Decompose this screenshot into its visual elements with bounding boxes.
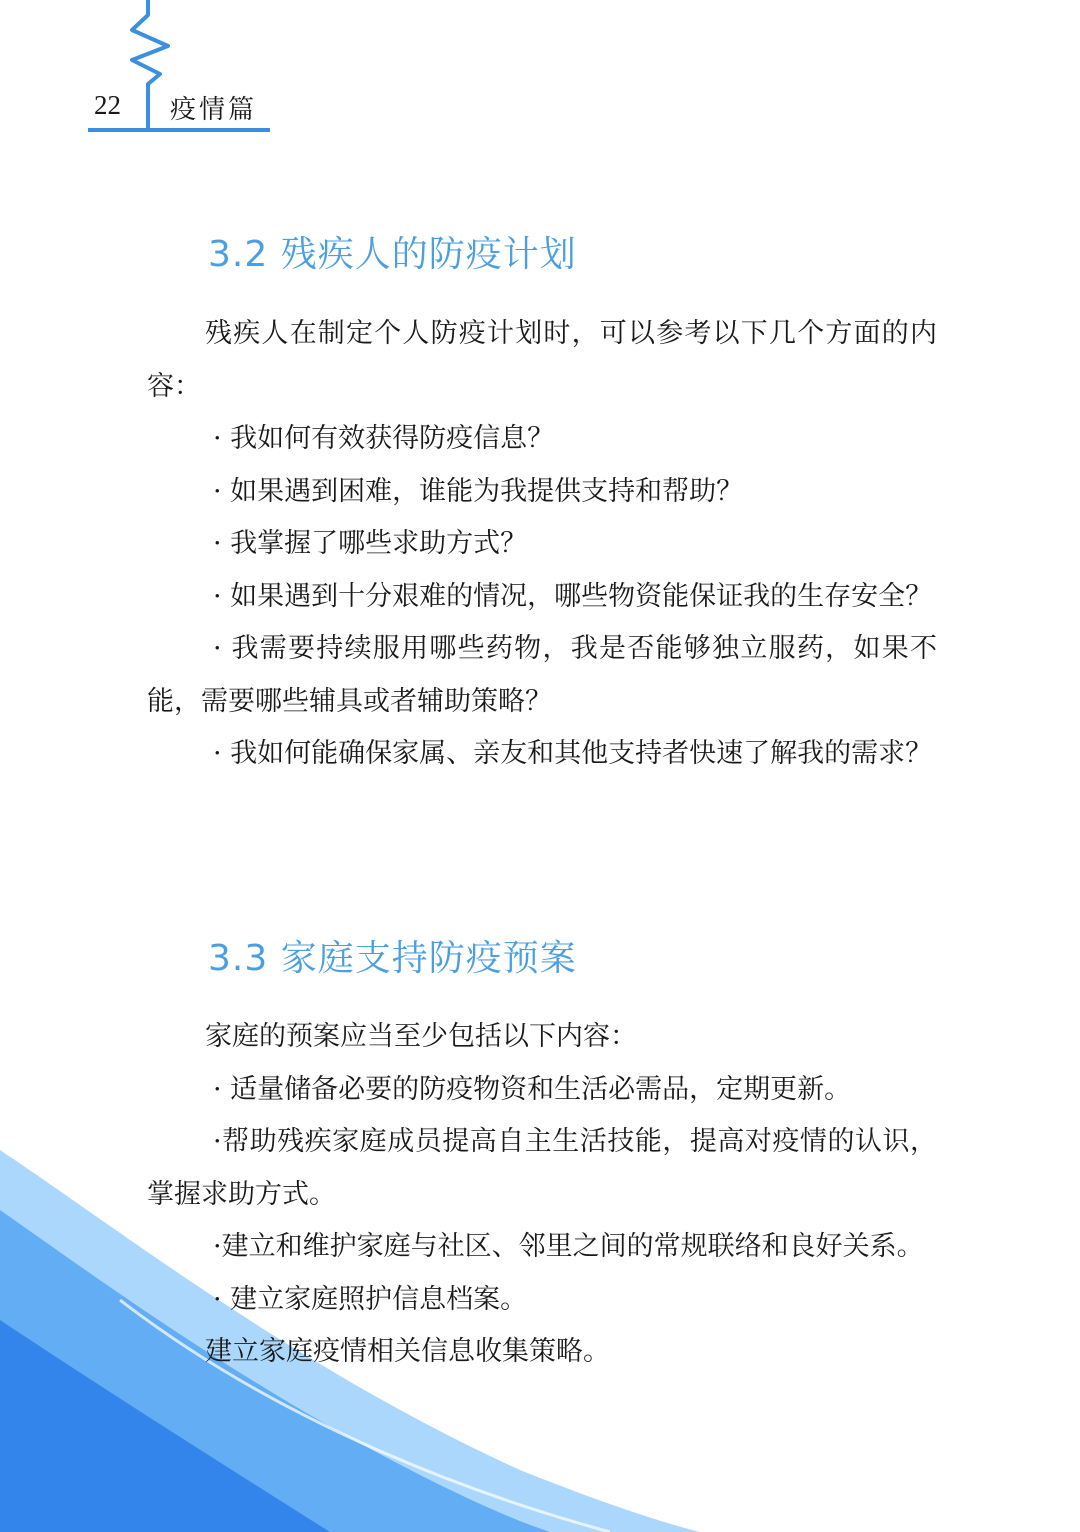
section-title-3-3: 3.3 家庭支持防疫预案 bbox=[208, 938, 577, 979]
list-item: · 如果遇到十分艰难的情况，哪些物资能保证我的生存安全？ bbox=[213, 580, 933, 612]
section-3-3-intro: 家庭的预案应当至少包括以下内容： bbox=[205, 1021, 637, 1052]
list-item: · 我如何能确保家属、亲友和其他支持者快速了解我的需求？ bbox=[213, 738, 933, 769]
header-zigzag-line bbox=[132, 0, 168, 130]
list-item: ·建立和维护家庭与社区、邻里之间的常规联络和良好关系。 bbox=[213, 1231, 924, 1262]
list-item: · 我掌握了哪些求助方式？ bbox=[213, 528, 528, 559]
section-title-3-2: 3.2 残疾人的防疫计划 bbox=[208, 234, 577, 275]
list-item: ·帮助残疾家庭成员提高自主生活技能，提高对疫情的认识，掌握求助方式。 bbox=[147, 1126, 937, 1210]
list-item: · 如果遇到困难，谁能为我提供支持和帮助？ bbox=[213, 475, 744, 507]
chapter-name: 疫情篇 bbox=[170, 95, 258, 125]
section-3-2-intro: 残疾人在制定个人防疫计划时，可以参考以下几个方面的内容： bbox=[147, 318, 937, 402]
list-item: 建立家庭疫情相关信息收集策略。 bbox=[205, 1336, 610, 1367]
section-3-3-body bbox=[147, 1011, 937, 1379]
section-3-2-body bbox=[147, 308, 937, 781]
list-item: · 我如何有效获得防疫信息？ bbox=[213, 423, 555, 454]
list-item: · 我需要持续服用哪些药物，我是否能够独立服药，如果不能，需要哪些辅具或者辅助策略？ bbox=[147, 633, 937, 717]
list-item: · 适量储备必要的防疫物资和生活必需品，定期更新。 bbox=[213, 1073, 852, 1105]
list-item: · 建立家庭照护信息档案。 bbox=[213, 1283, 528, 1315]
page-number: 22 bbox=[94, 90, 121, 120]
